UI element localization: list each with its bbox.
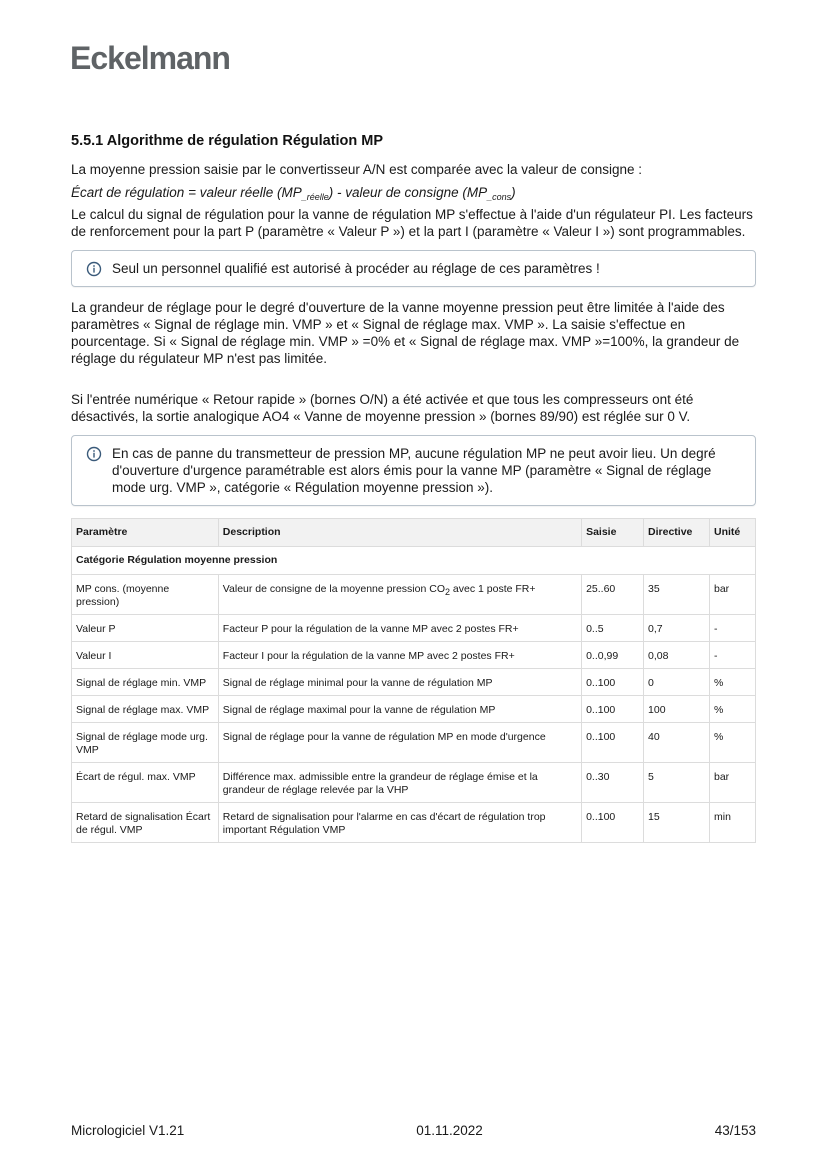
cell-saisie: 0..0,99 [582,642,644,669]
cell-unite: min [709,803,755,843]
footer-page-number: 43/153 [714,1123,756,1138]
formula-subscript: _cons [487,192,512,202]
parameter-table [71,518,756,843]
cell-param: Signal de réglage min. VMP [72,669,219,696]
cell-param: Valeur P [72,615,219,642]
formula-part: ) - valeur de consigne (MP [328,185,488,200]
cell-saisie: 0..100 [582,696,644,723]
formula-part: ) [511,185,516,200]
cell-directive: 35 [644,575,710,615]
info-note-text: En cas de panne du transmetteur de pression MP, aucune régulation MP ne peut avoir lieu. Un degré d'ouverture d'urgence paramétrable est alors émis pour la vanne MP (paramètre « Signal de réglage mode urg. VMP », catégorie « Régulation moyenne pression »). [112,446,716,495]
cell-directive: 0 [644,669,710,696]
page-footer [71,1123,756,1138]
footer-date: 01.11.2022 [416,1123,483,1138]
info-icon [86,446,102,462]
formula-part: Écart de régulation = valeur réelle (MP [71,185,302,200]
pi-paragraph: Le calcul du signal de régulation pour la vanne de régulation MP s'effectue à l'aide d'un régulateur PI. Les facteurs de renforcement pour la part P (paramètre « Valeur P ») et la part I (paramètre « Valeur I ») sont programmables. [71,207,753,239]
brand-logo: Eckelmann [70,40,230,76]
limit-paragraph: La grandeur de réglage pour le degré d'ouverture de la vanne moyenne pression peut être limitée à l'aide des paramètres « Signal de réglage min. VMP » et « Signal de réglage max. VMP ». La saisie s'effectue en pourcentage. Si « Signal de réglage min. VMP » =0% et « Signal de réglage max. VMP »=100%, la grandeur de réglage du régulateur MP n'est pas limitée. [71,300,740,366]
section-title: 5.5.1 Algorithme de régulation Régulation MP [71,133,384,149]
cell-saisie: 0..5 [582,615,644,642]
info-note [71,250,756,287]
category-label: Catégorie Régulation moyenne pression [72,547,756,575]
cell-description: Signal de réglage minimal pour la vanne de régulation MP [218,669,581,696]
formula-line [71,184,756,201]
info-note-text: Seul un personnel qualifié est autorisé à procéder au réglage de ces paramètres ! [112,261,600,276]
cell-param: Signal de réglage mode urg. VMP [72,723,219,763]
cell-saisie: 0..100 [582,669,644,696]
cell-description: Signal de réglage maximal pour la vanne de régulation MP [218,696,581,723]
cell-directive: 40 [644,723,710,763]
cell-unite: - [709,642,755,669]
category-row [72,547,756,575]
cell-saisie: 0..100 [582,723,644,763]
column-header: Saisie [582,519,644,547]
footer-version: Micrologiciel V1.21 [71,1123,185,1138]
cell-directive: 15 [644,803,710,843]
cell-unite: bar [709,763,755,803]
cell-description: Facteur P pour la régulation de la vanne MP avec 2 postes FR+ [218,615,581,642]
cell-description: Différence max. admissible entre la grandeur de réglage émise et la grandeur de réglage relevée par la VHP [218,763,581,803]
column-header: Unité [709,519,755,547]
cell-description: Signal de réglage pour la vanne de régulation MP en mode d'urgence [218,723,581,763]
desc-part: avec 1 poste FR+ [450,583,536,595]
column-header: Description [218,519,581,547]
table-row [72,575,756,615]
cell-saisie: 0..30 [582,763,644,803]
cell-param: MP cons. (moyenne pression) [72,575,219,615]
formula-subscript: _réelle [301,192,329,202]
desc-subscript: 2 [444,587,450,597]
document-body [71,133,756,843]
table-row [72,669,756,696]
cell-directive: 0,08 [644,642,710,669]
desc-part: Valeur de consigne de la moyenne pression CO [222,583,445,595]
cell-unite: % [709,723,755,763]
cell-description: Facteur I pour la régulation de la vanne MP avec 2 postes FR+ [218,642,581,669]
cell-param: Signal de réglage max. VMP [72,696,219,723]
intro-paragraph: La moyenne pression saisie par le convertisseur A/N est comparée avec la valeur de consigne : [71,162,643,177]
cell-unite: - [709,615,755,642]
cell-saisie: 0..100 [582,803,644,843]
table-row [72,723,756,763]
column-header: Paramètre [72,519,219,547]
cell-unite: % [709,696,755,723]
cell-saisie: 25..60 [582,575,644,615]
table-row [72,696,756,723]
cell-unite: bar [709,575,755,615]
cell-directive: 5 [644,763,710,803]
table-row [72,763,756,803]
cell-description: Retard de signalisation pour l'alarme en cas d'écart de régulation trop important Régulation VMP [218,803,581,843]
info-icon [86,261,102,277]
info-note [71,435,756,506]
table-row [72,615,756,642]
retour-paragraph: Si l'entrée numérique « Retour rapide » (bornes O/N) a été activée et que tous les compresseurs ont été désactivés, la sortie analogique AO4 « Vanne de moyenne pression » (bornes 89/90) est réglée sur 0 V. [71,392,694,424]
table-row [72,642,756,669]
cell-param: Retard de signalisation Écart de régul. VMP [72,803,219,843]
cell-unite: % [709,669,755,696]
cell-param: Écart de régul. max. VMP [72,763,219,803]
table-row [72,803,756,843]
table-header-row [72,519,756,547]
cell-description [218,575,581,615]
cell-param: Valeur I [72,642,219,669]
cell-directive: 0,7 [644,615,710,642]
column-header: Directive [644,519,710,547]
cell-directive: 100 [644,696,710,723]
